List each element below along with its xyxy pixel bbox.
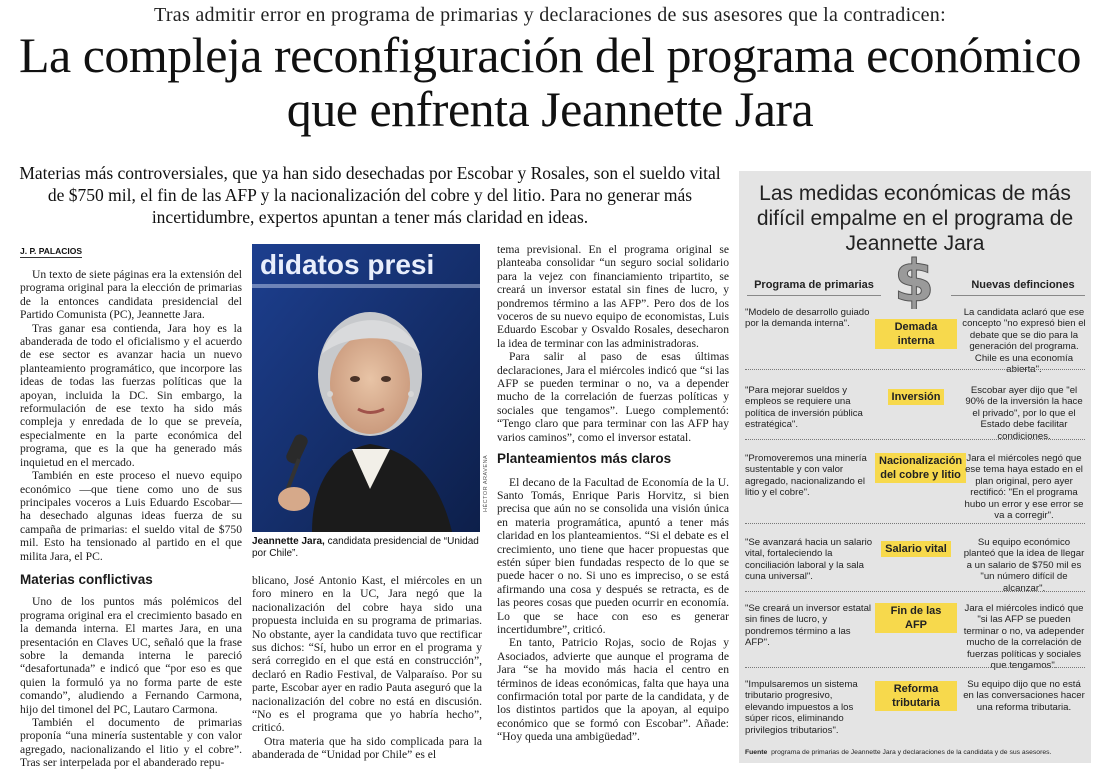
infobox-medidas-economicas: [739, 171, 1091, 763]
row-label: Fin de las AFP: [875, 603, 957, 633]
backdrop-text: didatos presi: [260, 249, 435, 280]
infobox-title: Las medidas económicas de más difícil empalme en el programa de Jeannette Jara: [756, 182, 1074, 255]
source-text: programa de primarias de Jeannette Jara y declaraciones de la candidata y de sus asesores.: [771, 749, 1052, 756]
section-heading: Materias conflictivas: [20, 571, 153, 587]
byline: J. P. PALACIOS: [20, 246, 83, 256]
row-demanda-interna: [739, 307, 1091, 377]
row-label: Nacionalización del cobre y litio: [875, 453, 966, 483]
row-left-text: "Modelo de desarrollo guiado por la demanda interna".: [745, 307, 870, 330]
svg-text:$: $: [893, 249, 935, 309]
header-rule: [747, 295, 881, 296]
photo-credit: HÉCTOR ARAVENA: [483, 454, 489, 512]
paragraph: También en este proceso el nuevo equipo económico —que tiene como uno de sus principales voceros a Luis Eduardo Escobar— ha desechado algunas ideas fuerza de su campaña de primarias: el sueldo vital de $750 mil. Esto ha tensionado al partido en el que milita Jara, el PC.: [20, 469, 242, 563]
photo-jeannette-jara: [252, 244, 480, 532]
row-left-text: "Se avanzará hacia un salario vital, fortaleciendo la conciliación laboral y la sala cuna universal".: [745, 537, 873, 583]
row-divider: [745, 523, 1085, 524]
row-label: Demada interna: [875, 319, 957, 349]
paragraph: También el documento de primarias proponía “una minería sustentable y con valor agregado, nacionalizando el litio y el cobre”. Tras ser interpelada por el abanderado repu-: [20, 716, 242, 770]
row-right-text: Jara el miércoles negó que ese tema haya estado en el plan original, pero ayer rectificó: "En el programa hubo un error y ese error se va a corregir".: [964, 453, 1084, 522]
article-column-1: [20, 268, 242, 770]
row-divider: [745, 439, 1085, 440]
row-inversion: [739, 385, 1091, 455]
kicker: Tras admitir error en programa de primarias y declaraciones de sus asesores que la contradicen:: [154, 4, 946, 26]
column-header-primarias: Programa de primarias: [754, 279, 874, 291]
paragraph: blicano, José Antonio Kast, el miércoles en un foro minero en la UC, Jara negó que la nacionalización del cobre haya sido una propuesta incluida en su programa de primarias. No obstante, ayer la candidata tuvo que rectificar sus dichos: “Sí, hubo un error en el programa y será corregido en el que está en construcción”, declaró en Radio Festival, de Valparaíso. Por su parte, Escobar ayer en radio Pauta aseguró que la nacionalización del cobre no está en discusión. “No es el programa que yo habría hecho”, criticó.: [252, 574, 482, 735]
header-rule: [951, 295, 1085, 296]
row-left-text: "Se creará un inversor estatal sin fines de lucro, y pondremos término a las AFP".: [745, 603, 872, 649]
row-right-text: Su equipo económico planteó que la idea de llegar a un salario de $750 mil es "un número difícil de alcanzar".: [963, 537, 1085, 594]
paragraph: Tras ganar esa contienda, Jara hoy es la abanderada de todo el oficialismo y el acuerdo de ese sector es avanzar hacia un nuevo planteamiento programático, que incorpore las ideas de todas las fuerzas políticas que la apoyan, incluida la DC. Sin embargo, la reformulación de ese texto ha sido más compleja y enredada de lo que se preveía, especialmente en la parte económica del programa, que es la que ha generado más inquietud en el mercado.: [20, 321, 242, 469]
row-nacionalizacion: [739, 453, 1091, 523]
infobox-source: [745, 749, 1051, 756]
paragraph: Otra materia que ha sido complicada para la abanderada de “Unidad por Chile” es el: [252, 734, 482, 762]
paragraph: En tanto, Patricio Rojas, socio de Rojas y Asociados, advierte que aunque el programa de Jara “se ha movido más hacia el centro en términos de ideas económicas, falta que haya una confirmación total por parte de la candidata, y de los distintos partidos que la apoyan, al equipo económico que se formó con Escobar”. Añade: “Hoy queda una ambigüedad”.: [497, 636, 729, 744]
paragraph: Para salir al paso de esas últimas declaraciones, Jara el miércoles indicó que “si las AFP se pueden terminar o no, va a depender mucho de la correlación de fuerzas políticas y sociales que tengamos”. Luego complementó: “Tengo claro que para terminar con las AFP hay varios caminos”, como el inversor estatal.: [497, 350, 729, 444]
section-heading: Planteamientos más claros: [497, 451, 672, 467]
row-salario-vital: [739, 537, 1091, 607]
paragraph: Uno de los puntos más polémicos del programa original era el crecimiento basado en la demanda interna. El martes Jara, en una presentación en Claves UC, señaló que la frase sobre la demanda interna le pareció “desafortunada” e indicó que “por eso es que quien la formuló ya no forma parte de este comando”, aludiendo a Fernando Carmona, hijo del timonel del PC, Lautaro Carmona.: [20, 595, 242, 716]
dollar-sign-icon: [887, 249, 941, 309]
paragraph: tema previsional. En el programa original se planteaba consolidar “un seguro social solidario para la vejez con financiamiento tripartito, se creará un inversor estatal sin fines de lucro, y pondremos término a las AFP”. Pero dos de los voceros de su nuevo equipo de economistas, Luis Eduardo Escobar y Osvaldo Rosales, desecharon la idea de terminar con las administradoras.: [497, 243, 729, 350]
row-label: Salario vital: [881, 541, 951, 557]
caption-name: Jeannette Jara,: [252, 536, 325, 547]
row-left-text: "Promoveremos una minería sustentable y con valor agregado, nacionalizando el litio y el cobre".: [745, 453, 867, 499]
photo-caption: [252, 536, 482, 560]
row-right-text: Su equipo dijo que no está en las conversaciones hacer una reforma tributaria.: [963, 679, 1085, 713]
article-column-3: [497, 243, 729, 744]
portrait-illustration: [252, 244, 480, 532]
row-label: Reforma tributaria: [875, 681, 957, 711]
row-reforma-tributaria: [739, 679, 1091, 749]
row-divider: [745, 369, 1085, 370]
paragraph: Un texto de siete páginas era la extensión del programa original para la elección de primarias de la entonces candidata presidencial del Partido Comunista (PC), Jeannette Jara.: [20, 268, 242, 322]
paragraph: El decano de la Facultad de Economía de la U. Santo Tomás, Enrique Paris Horvitz, si bien precisa que aún no se consolida una visión única en materia programática, apuntó a tener más claridad en los planteamientos. “Si el debate es el crecimiento, uno tiene que hacer propuestas que estén súper bien fundadas respecto de lo que se puede hacer o no. Si uno es impreciso, o se está afirmando una cosa y después se retracta, es de las peores cosas que pueden ocurrir en economía. Lo que se hace con eso es generar incertidumbre”, criticó.: [497, 475, 729, 636]
row-label: Inversión: [888, 389, 945, 405]
deck: Materias más controversiales, que ya han sido desechadas por Escobar y Rosales, son el sueldo vital de $750 mil, el fin de las AFP y la nacionalización del cobre y del litio. Para no generar más incertidumbre, expertos apuntan a tener más claridad en ideas.: [19, 163, 721, 227]
caption-text: candidata presidencial de “Unidad por Chile”.: [252, 536, 479, 559]
row-divider: [745, 591, 1085, 592]
row-right-text: Escobar ayer dijo que "el 90% de la inversión la hace el privado", por lo que el Estado debe facilitar condiciones.: [965, 385, 1083, 442]
row-divider: [745, 667, 1085, 668]
source-label: Fuente: [745, 749, 768, 756]
row-right-text: La candidata aclaró que ese concepto "no expresó bien el debate que se dio para la generación del programa. Chile es una economía abierta".: [962, 307, 1086, 376]
column-header-nuevas: Nuevas definciones: [971, 279, 1075, 291]
article-column-2: [252, 574, 482, 762]
row-right-text: Jara el miércoles indicó que "si las AFP se pueden terminar o no, va adepender mucho de la correlación de fuerzas políticas y sociales que tengamos".: [963, 603, 1085, 672]
row-left-text: "Para mejorar sueldos y empleos se requiere una política de inversión pública estratégica".: [745, 385, 863, 431]
row-left-text: "Impulsaremos un sistema tributario progresivo, elevando impuestos a los súper ricos, eliminando privilegios tributarios".: [745, 679, 858, 736]
row-fin-afp: [739, 603, 1091, 673]
headline: La compleja reconfiguración del programa económico que enfrenta Jeannette Jara: [18, 27, 1081, 137]
